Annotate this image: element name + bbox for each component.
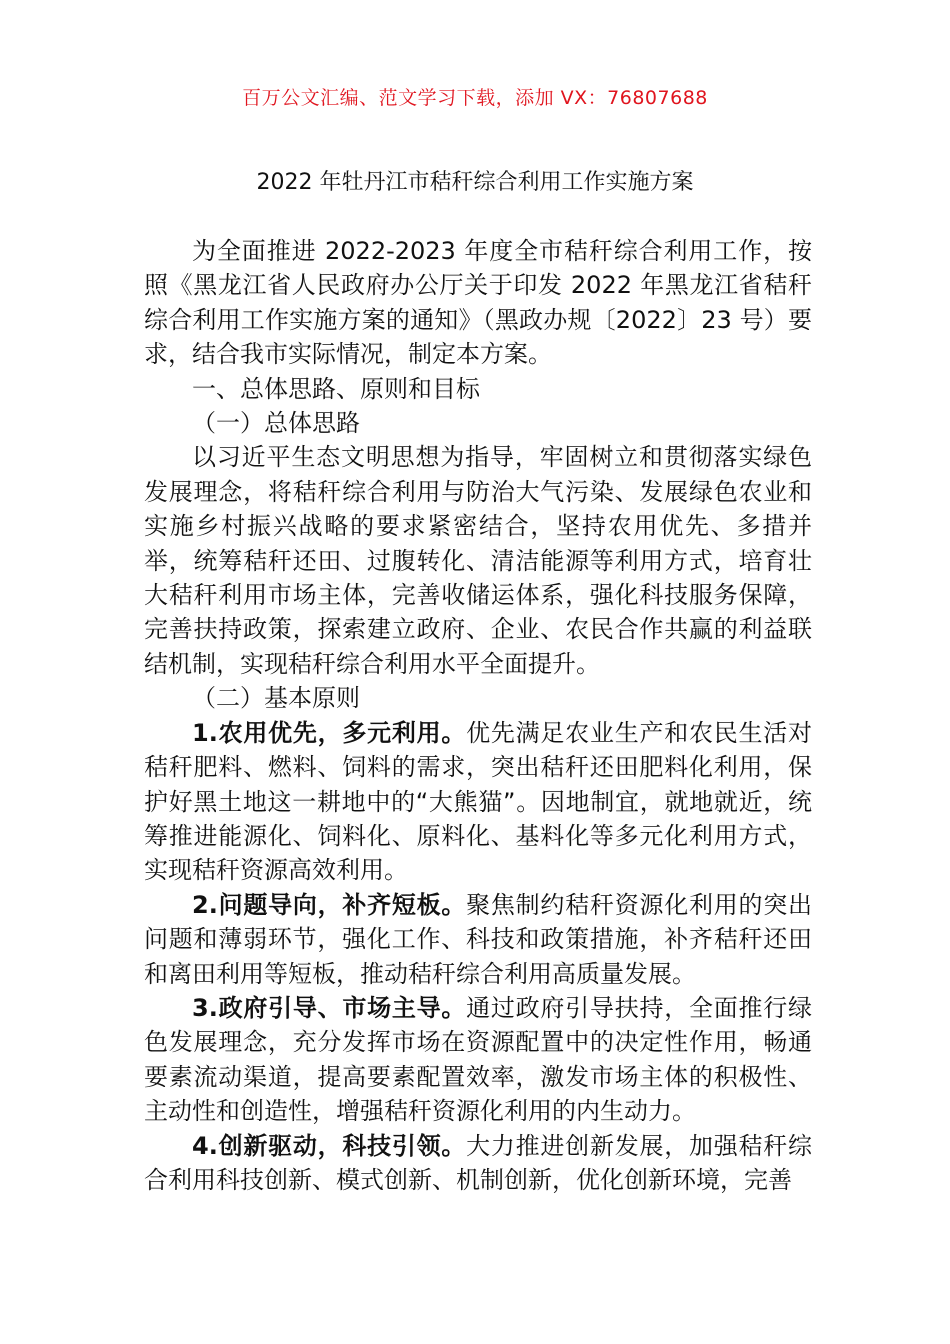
principle-paragraph-3	[144, 991, 812, 1129]
principle-text-1: 优先满足农业生产和农民生活对秸秆肥料、燃料、饲料的需求，突出秸秆还田肥料化利用，保护好黑土地这一耕地中的“大熊猫”。因地制宜，就地就近，统筹推进能源化、饲料化、原料化、基料化等多元化利用方式，实现秸秆资源高效利用。	[144, 718, 812, 885]
principle-paragraph-4	[144, 1129, 812, 1198]
principle-title-1: 1.农用优先，多元利用。	[192, 718, 467, 747]
principle-text-2: 聚焦制约秸秆资源化利用的突出问题和薄弱环节，强化工作、科技和政策措施，补齐秸秆还田和离田利用等短板，推动秸秆综合利用高质量发展。	[144, 890, 812, 988]
promo-banner: 百万公文汇编、范文学习下载，添加 VX：76807688	[242, 87, 708, 109]
principle-title-3: 3.政府引导、市场主导。	[192, 993, 467, 1022]
document-title: 2022 年牡丹江市秸秆综合利用工作实施方案	[256, 170, 694, 195]
subsection-heading-1: （一）总体思路	[192, 409, 360, 438]
document-body	[144, 234, 812, 1197]
principle-title-4: 4.创新驱动，科技引领。	[192, 1131, 467, 1160]
principle-title-2: 2.问题导向，补齐短板。	[192, 890, 467, 919]
general-idea-paragraph: 以习近平生态文明思想为指导，牢固树立和贯彻落实绿色发展理念，将秸秆综合利用与防治大气污染、发展绿色农业和实施乡村振兴战略的要求紧密结合，坚持农用优先、多措并举，统筹秸秆还田、过腹转化、清洁能源等利用方式，培育壮大秸秆利用市场主体，完善收储运体系，强化科技服务保障，完善扶持政策，探索建立政府、企业、农民合作共赢的利益联结机制，实现秸秆综合利用水平全面提升。	[144, 443, 812, 678]
principle-paragraph-2	[144, 888, 812, 991]
principle-paragraph-1	[144, 716, 812, 888]
principle-text-4: 大力推进创新发展，加强秸秆综合利用科技创新、模式创新、机制创新，优化创新环境，完善	[144, 1131, 812, 1194]
section-heading: 一、总体思路、原则和目标	[192, 374, 480, 403]
subsection-heading-2: （二）基本原则	[192, 684, 360, 713]
principle-text-3: 通过政府引导扶持，全面推行绿色发展理念，充分发挥市场在资源配置中的决定性作用，畅通要素流动渠道，提高要素配置效率，激发市场主体的积极性、主动性和创造性，增强秸秆资源化利用的内生动力。	[144, 993, 812, 1126]
intro-paragraph: 为全面推进 2022-2023 年度全市秸秆综合利用工作，按照《黑龙江省人民政府办公厅关于印发 2022 年黑龙江省秸秆综合利用工作实施方案的通知》（黑政办规〔2022〕23 号）要求，结合我市实际情况，制定本方案。	[144, 237, 812, 369]
